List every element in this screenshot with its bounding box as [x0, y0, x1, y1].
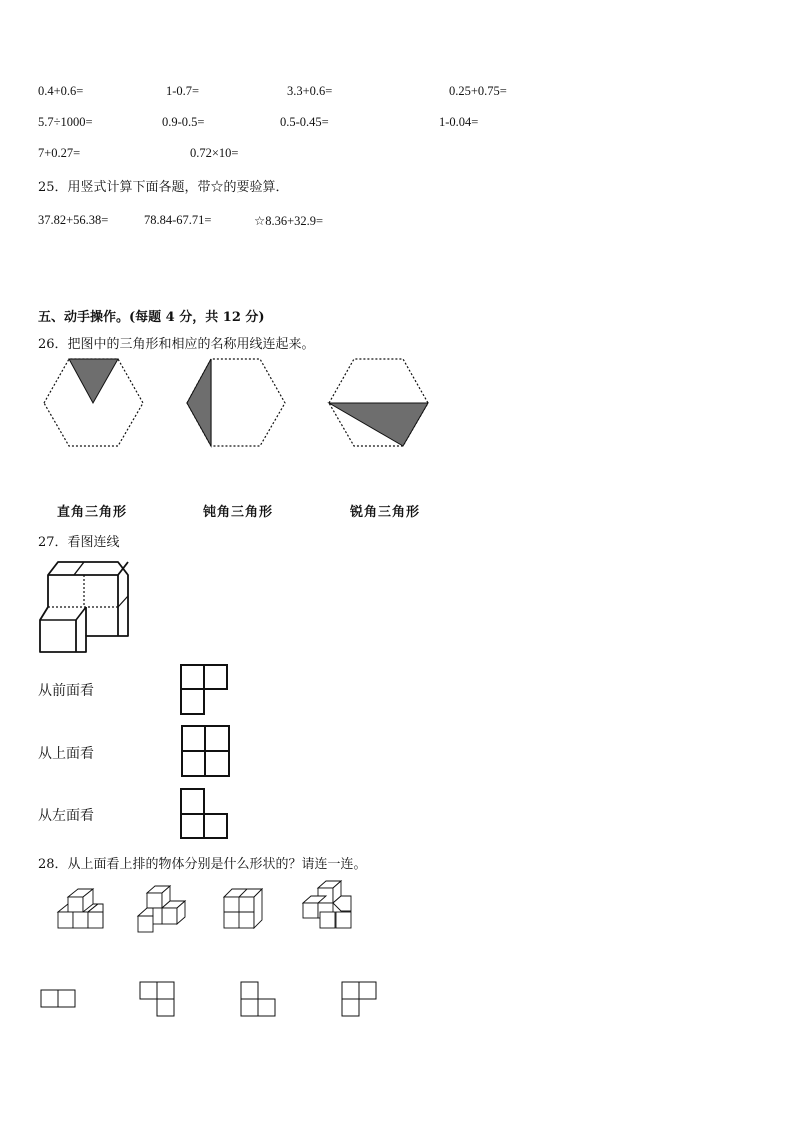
view-label-top: 从上面看: [38, 746, 94, 762]
view-left-shape: [181, 789, 227, 838]
cube-group-2: [138, 886, 185, 932]
top-view-shape-1: [41, 990, 75, 1007]
right-triangle-shaded: [329, 403, 428, 446]
q25-prompt: 25．用竖式计算下面各题，带☆的要验算．: [38, 180, 289, 195]
top-view-shape-2: [140, 982, 174, 1016]
calc-0-25-plus-0-75: 0.25+0.75=: [449, 84, 507, 98]
view-front-shape: [181, 665, 227, 714]
top-view-shape-4: [342, 982, 376, 1016]
calc-3-3-plus-0-6: 3.3+0.6=: [287, 84, 333, 98]
calc-0-5-minus-0-45: 0.5-0.45=: [280, 115, 329, 129]
label-acute-triangle: 锐角三角形: [350, 505, 421, 520]
l-shaped-cube-figure: [40, 562, 128, 652]
acute-triangle-shaded: [69, 359, 118, 403]
q26-prompt: 26．把图中的三角形和相应的名称用线连起来。: [38, 337, 315, 352]
q25-item-1: 37.82+56.38=: [38, 213, 109, 227]
calc-7-plus-0-27: 7+0.27=: [38, 146, 81, 160]
calc-0-4-plus-0-6: 0.4+0.6=: [38, 84, 84, 98]
obtuse-triangle-shaded: [187, 359, 211, 446]
view-label-front: 从前面看: [38, 683, 94, 699]
section-5-title: 五、动手操作。(每题 4 分，共 12 分): [38, 310, 265, 325]
view-top-shape: [182, 726, 229, 776]
calc-1-minus-0-04: 1-0.04=: [439, 115, 479, 129]
hexagon-1: [44, 359, 143, 446]
top-view-shape-3: [241, 982, 275, 1016]
hexagon-2: [187, 359, 285, 446]
label-obtuse-triangle: 钝角三角形: [203, 505, 274, 520]
q28-prompt: 28．从上面看上排的物体分别是什么形状的？请连一连。: [38, 857, 367, 872]
cube-group-4: [303, 881, 351, 928]
view-label-left: 从左面看: [38, 808, 94, 824]
cube-group-3: [224, 889, 262, 928]
calc-5-7-div-1000: 5.7÷1000=: [38, 115, 93, 129]
calc-0-9-minus-0-5: 0.9-0.5=: [162, 115, 205, 129]
q25-item-3: ☆8.36+32.9=: [254, 214, 324, 228]
cube-group-1: [58, 889, 103, 928]
q25-item-2: 78.84-67.71=: [144, 213, 212, 227]
calc-0-72-times-10: 0.72×10=: [190, 146, 239, 160]
calc-1-minus-0-7: 1-0.7=: [166, 84, 200, 98]
q27-prompt: 27．看图连线: [38, 535, 120, 550]
hexagon-3: [329, 359, 428, 446]
label-right-triangle: 直角三角形: [57, 505, 128, 520]
